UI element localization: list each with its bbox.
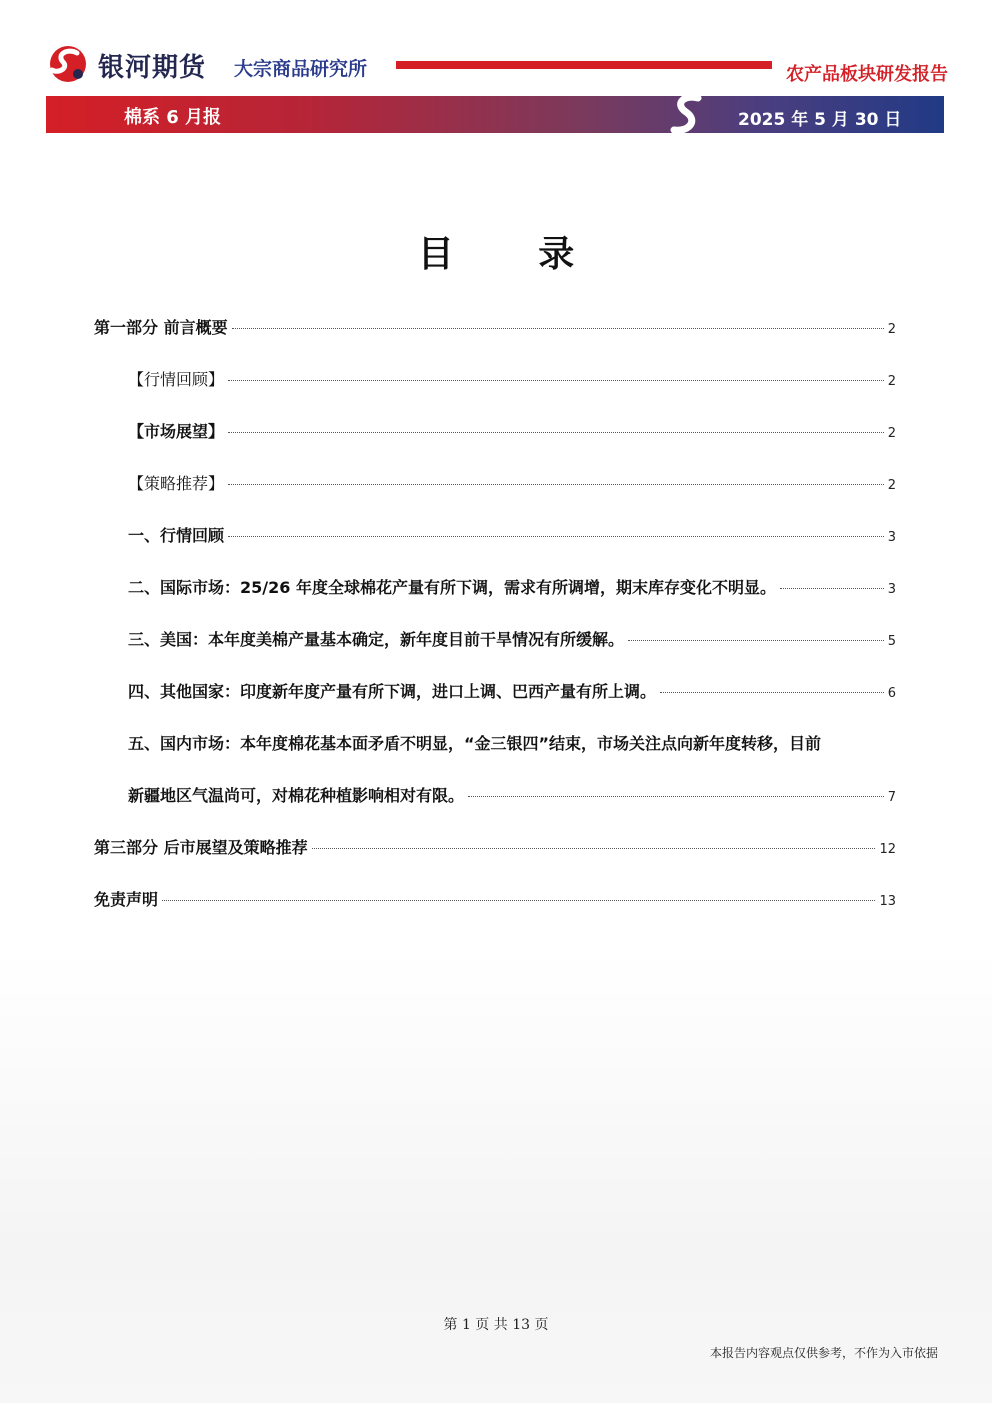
toc-page-number: 2 [887, 426, 896, 441]
galaxy-futures-logo-icon [46, 44, 90, 84]
toc-leader-dots [628, 640, 884, 641]
s-swoosh-icon [668, 92, 708, 136]
toc-entry-section-5[interactable] [128, 784, 896, 810]
toc-leader-dots [228, 380, 884, 381]
toc-entry-strategy[interactable] [128, 472, 896, 498]
report-title: 棉系 6 月报 [124, 107, 222, 128]
toc-entry-part-one[interactable] [94, 316, 896, 342]
toc-entry-section-1[interactable] [128, 524, 896, 550]
toc-page-number: 7 [887, 790, 896, 805]
toc-leader-dots [312, 848, 876, 849]
toc-entry-label: 三、美国：本年度美棉产量基本确定，新年度目前干旱情况有所缓解。 [128, 630, 625, 649]
toc-entry-section-5-line1[interactable]: 五、国内市场：本年度棉花基本面矛盾不明显，“金三银四”结束，市场关注点向新年度转移，目前 [128, 734, 822, 753]
toc-entry-disclaimer[interactable] [94, 888, 896, 914]
toc-page-number: 2 [887, 374, 896, 389]
toc-page-number: 3 [887, 582, 896, 597]
toc-entry-label: 四、其他国家：印度新年度产量有所下调，进口上调、巴西产量有所上调。 [128, 682, 657, 701]
toc-page-number: 2 [887, 322, 896, 337]
toc-page-number: 12 [879, 842, 896, 857]
toc-leader-dots [660, 692, 884, 693]
toc-entry-outlook[interactable] [128, 420, 896, 446]
institute-name: 大宗商品研究所 [234, 58, 368, 80]
toc-entry-section-3[interactable] [128, 628, 896, 654]
toc-entry-label: 【行情回顾】 [128, 370, 225, 389]
toc-leader-dots [228, 432, 884, 433]
toc-entry-review[interactable] [128, 368, 896, 394]
toc-page-number: 13 [879, 894, 896, 909]
toc-entry-section-2[interactable] [128, 576, 896, 602]
toc-leader-dots [228, 484, 884, 485]
toc-entry-label: 【市场展望】 [128, 422, 225, 441]
toc-entry-label: 【策略推荐】 [128, 474, 225, 493]
toc-entry-label: 第一部分 前言概要 [94, 318, 228, 337]
toc-entry-label: 免责声明 [94, 890, 159, 909]
toc-entry-label: 新疆地区气温尚可，对棉花种植影响相对有限。 [128, 786, 465, 805]
toc-leader-dots [228, 536, 884, 537]
toc-page-number: 5 [887, 634, 896, 649]
report-type: 农产品板块研发报告 [786, 64, 948, 85]
toc-leader-dots [232, 328, 884, 329]
toc-title: 目 录 [417, 234, 611, 275]
toc-entry-part-three[interactable] [94, 836, 896, 862]
toc-page-number: 6 [887, 686, 896, 701]
toc-leader-dots [162, 900, 875, 901]
toc-leader-dots [468, 796, 884, 797]
page-number: 第 1 页 共 13 页 [443, 1317, 549, 1333]
toc-entry-label: 一、行情回顾 [128, 526, 225, 545]
header-divider [396, 61, 772, 69]
footer-disclaimer: 本报告内容观点仅供参考，不作为入市依据 [709, 1346, 938, 1360]
report-date: 2025 年 5 月 30 日 [738, 110, 902, 130]
toc-page-number: 2 [887, 478, 896, 493]
toc-entry-section-4[interactable] [128, 680, 896, 706]
toc-entry-label: 二、国际市场：25/26 年度全球棉花产量有所下调，需求有所调增，期末库存变化不明显。 [128, 578, 776, 597]
toc-page-number: 3 [887, 530, 896, 545]
toc-entry-label: 第三部分 后市展望及策略推荐 [94, 838, 308, 857]
toc-leader-dots [780, 588, 884, 589]
header-banner [46, 96, 944, 133]
brand-name: 银河期货 [98, 53, 207, 83]
